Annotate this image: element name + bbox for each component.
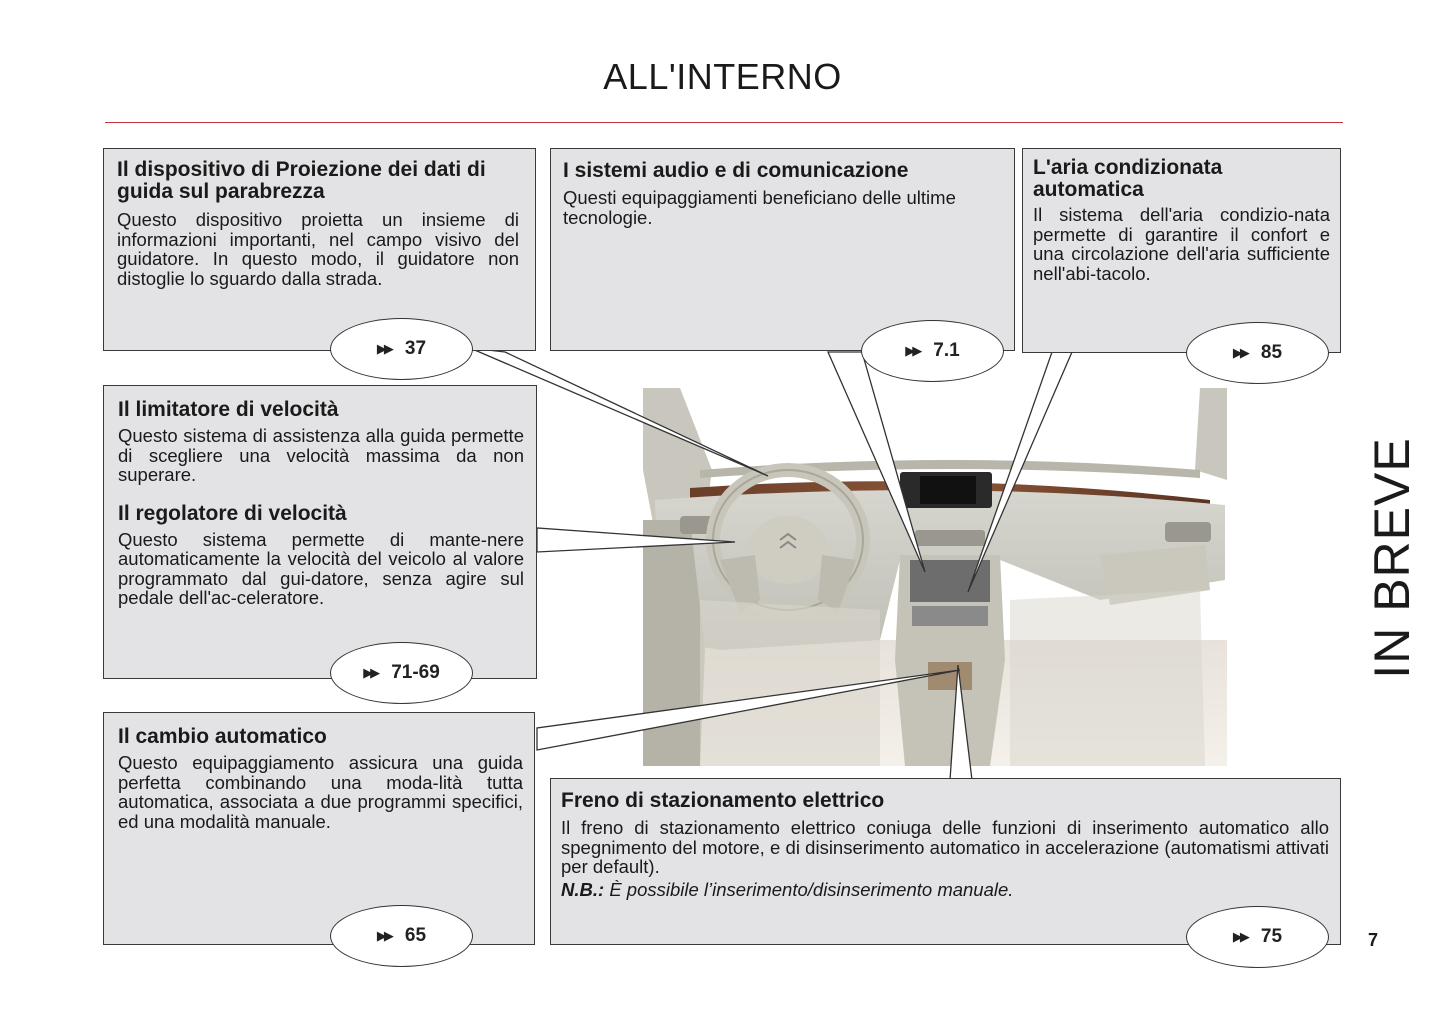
speed-box (103, 385, 537, 679)
brake-note-label: N.B.: (561, 878, 605, 900)
fast-forward-icon: ▶▶ (376, 928, 391, 943)
speed-limiter-text: Questo sistema di assistenza alla guida permette di scegliere una velocità massima da non superare. (118, 425, 524, 485)
leader-audio (828, 352, 925, 572)
ref-number: 37 (404, 338, 427, 359)
fast-forward-icon: ▶▶ (1232, 929, 1247, 944)
fast-forward-icon: ▶▶ (363, 665, 378, 680)
audio-title: I sistemi audio e di comunicazione (563, 159, 909, 182)
leader-aircon (968, 352, 1072, 592)
fast-forward-icon: ▶▶ (1232, 345, 1247, 360)
section-label-text: IN BREVE (1364, 436, 1420, 679)
hud-title: Il dispositivo di Proiezione dei dati di guida sul parabrezza (117, 158, 486, 203)
page-title: ALL'INTERNO (603, 56, 842, 97)
ref-oval-gearbox[interactable] (330, 905, 473, 967)
ref-number: 75 (1260, 926, 1283, 947)
speed-limiter-title: Il limitatore di velocità (118, 398, 339, 421)
leader-speed (537, 528, 735, 552)
aircon-title: L'aria condizionata automatica (1033, 156, 1223, 201)
ref-number: 7.1 (933, 340, 960, 361)
ref-number: 71-69 (391, 662, 440, 683)
gearbox-title: Il cambio automatico (118, 725, 327, 748)
brake-text: Il freno di stazionamento elettrico coniuga delle funzioni di inserimento automatico allo spegnimento del motore, e di disinserimento automatico in accelerazione (automatismi attivati per default). (561, 817, 1329, 877)
brake-note-text: È possibile l’inserimento/disinserimento manuale. (609, 878, 1014, 900)
ref-oval-audio[interactable] (861, 320, 1004, 382)
speed-regulator-text: Questo sistema permette di mante-nere automaticamente la velocità del veicolo al valore programmato dal gui-datore, senza agire sul pedale dell'ac-celeratore. (118, 528, 524, 608)
brake-title: Freno di stazionamento elettrico (561, 789, 885, 812)
ref-oval-brake[interactable] (1186, 906, 1329, 968)
audio-text: Questi equipaggiamenti beneficiano delle ultime tecnologie. (563, 187, 956, 228)
leader-gearbox (537, 670, 960, 750)
speed-regulator-title: Il regolatore di velocità (118, 501, 347, 525)
ref-oval-aircon[interactable] (1186, 322, 1329, 384)
ref-number: 65 (404, 925, 427, 946)
fast-forward-icon: ▶▶ (905, 343, 920, 358)
ref-oval-hud[interactable] (330, 318, 473, 380)
section-label (1362, 415, 1422, 700)
page-number: 7 (1368, 930, 1379, 950)
aircon-text: Il sistema dell'aria condizio-nata permette di garantire il confort e una circolazione dell'aria sufficiente nell'abi-tacolo. (1033, 204, 1330, 284)
gearbox-box (103, 712, 535, 945)
brake-note (561, 880, 1329, 900)
hud-text: Questo dispositivo proietta un insieme di informazioni importanti, nel campo visivo del guidatore. In questo modo, il guidatore non distoglie lo sguardo dalla strada. (117, 209, 519, 289)
fast-forward-icon: ▶▶ (376, 341, 391, 356)
leader-brake (950, 665, 972, 780)
aircon-box (1022, 148, 1341, 353)
gearbox-text: Questo equipaggiamento assicura una guida perfetta combinando una moda-lità tutta automatica, associata a due programmi specifici, ed una modalità manuale. (118, 752, 523, 832)
hud-box (103, 148, 536, 351)
ref-number: 85 (1260, 342, 1283, 363)
ref-oval-speed[interactable] (330, 642, 473, 704)
